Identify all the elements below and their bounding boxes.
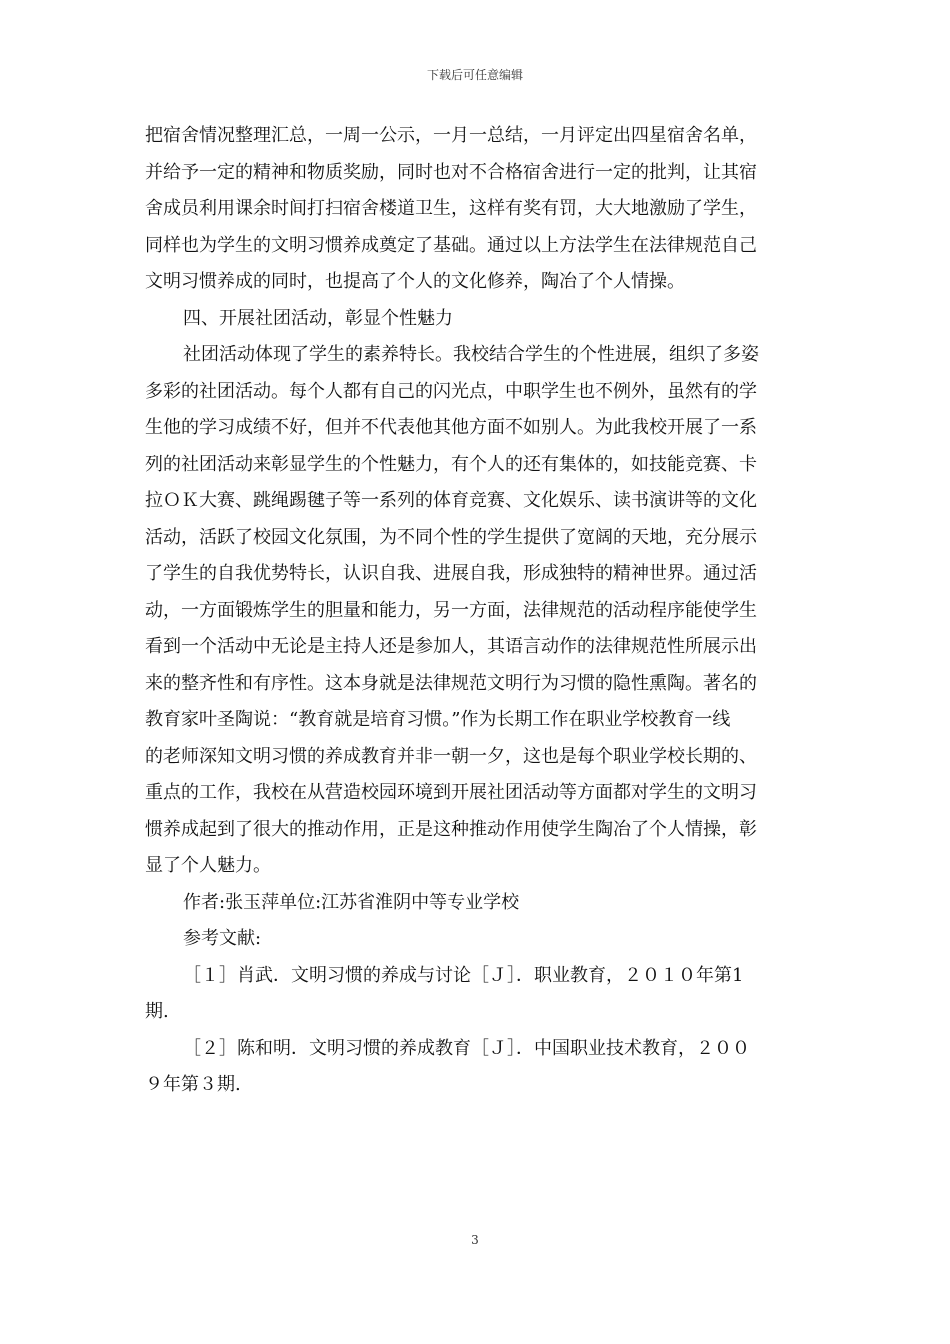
paragraph-line: 文明习惯养成的同时，也提高了个人的文化修养，陶冶了个人情操。 (145, 271, 685, 292)
paragraph-line: 来的整齐性和有序性。这本身就是法律规范文明行为习惯的隐性熏陶。著名的 (145, 672, 757, 694)
page-header-note: 下载后可任意编辑 (426, 68, 523, 82)
section-heading: 四、开展社团活动，彰显个性魅力 (183, 307, 453, 329)
paragraph-line: 并给予一定的精神和物质奖励，同时也对不合格宿舍进行一定的批判，让其宿 (145, 161, 757, 183)
paragraph-line: 的老师深知文明习惯的养成教育并非一朝一夕，这也是每个职业学校长期的、 (145, 745, 757, 767)
page-number: 3 (471, 1233, 479, 1247)
paragraph-line: 生他的学习成绩不好，但并不代表他其他方面不如别人。为此我校开展了一系 (145, 417, 757, 438)
paragraph-line: 动，一方面锻炼学生的胆量和能力，另一方面，法律规范的活动程序能使学生 (145, 599, 757, 621)
reference-item-continuation: 期. (145, 1001, 169, 1022)
reference-item: ［２］陈和明．文明习惯的养成教育［Ｊ］．中国职业技术教育，２００ (183, 1037, 750, 1059)
paragraph-line: 列的社团活动来彰显学生的个性魅力，有个人的还有集体的，如技能竞赛、卡 (145, 453, 757, 475)
paragraph-line: 看到一个活动中无论是主持人还是参加人，其语言动作的法律规范性所展示出 (145, 636, 757, 657)
author-info: 作者:张玉萍单位:江苏省淮阴中等专业学校 (183, 891, 520, 913)
paragraph-line: 同样也为学生的文明习惯养成奠定了基础。通过以上方法学生在法律规范自己 (145, 234, 757, 256)
paragraph-line: 显了个人魅力。 (145, 855, 271, 876)
paragraph-line: 教育家叶圣陶说：“教育就是培育习惯。”作为长期工作在职业学校教育一线 (145, 709, 731, 730)
reference-item: ［１］肖武．文明习惯的养成与讨论［Ｊ］．职业教育，２０１０年第1 (183, 964, 744, 986)
paragraph-line: 惯养成起到了很大的推动作用，正是这种推动作用使学生陶冶了个人情操，彰 (145, 818, 757, 840)
references-heading: 参考文献: (183, 928, 262, 949)
paragraph-line: 拉ＯＫ大赛、跳绳踢毽子等一系列的体育竞赛、文化娱乐、读书演讲等的文化 (145, 490, 757, 511)
paragraph-line: 了学生的自我优势特长，认识自我、进展自我，形成独特的精神世界。通过活 (145, 563, 757, 584)
paragraph-line: 重点的工作，我校在从营造校园环境到开展社团活动等方面都对学生的文明习 (145, 782, 757, 803)
paragraph-line: 多彩的社团活动。每个人都有自己的闪光点，中职学生也不例外，虽然有的学 (145, 380, 757, 402)
reference-item-continuation: ９年第３期. (145, 1074, 241, 1095)
document-body (145, 118, 807, 1104)
paragraph-line: 社团活动体现了学生的素养特长。我校结合学生的个性进展，组织了多姿 (183, 344, 759, 365)
paragraph-line: 舍成员利用课余时间打扫宿舍楼道卫生，这样有奖有罚，大大地激励了学生， (145, 198, 757, 219)
paragraph-line: 把宿舍情况整理汇总，一周一公示，一月一总结，一月评定出四星宿舍名单， (145, 125, 757, 146)
paragraph-line: 活动，活跃了校园文化氛围，为不同个性的学生提供了宽阔的天地，充分展示 (145, 526, 757, 548)
